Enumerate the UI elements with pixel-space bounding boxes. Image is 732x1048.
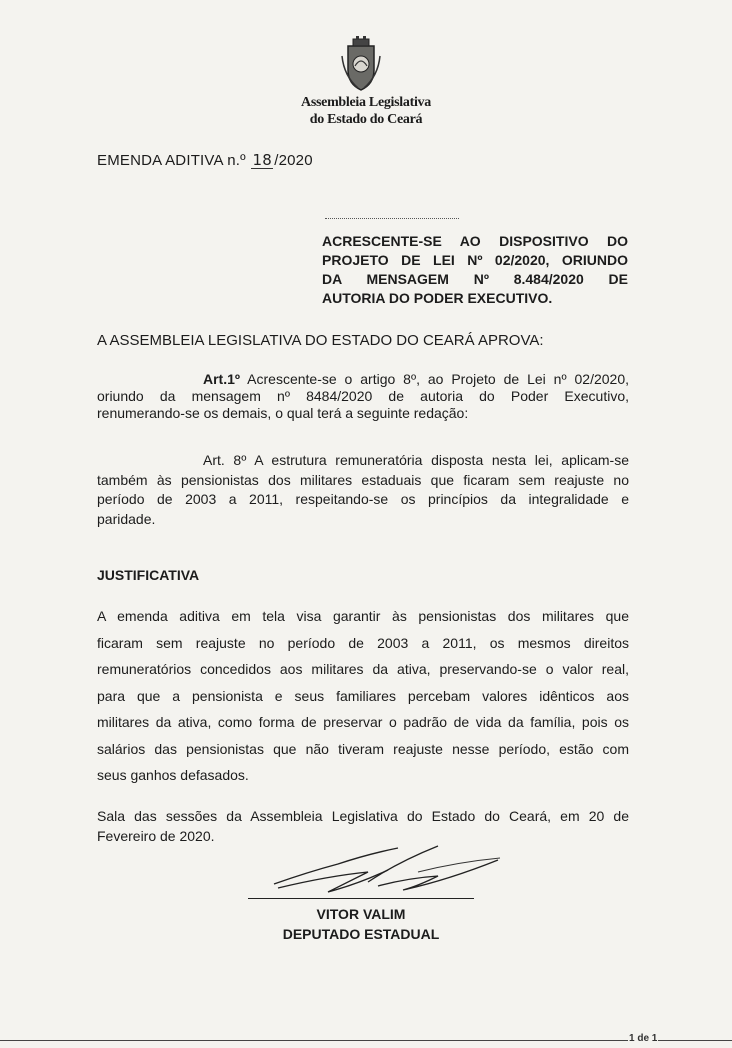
- signature-line: [248, 898, 474, 899]
- handwritten-signature: [268, 842, 508, 902]
- justification-line: militares da ativa, como forma de preservar o padrão de vida da família, pois os: [97, 714, 629, 730]
- article-1-label: Art.1º: [203, 371, 241, 387]
- article-1-text: renumerando-se os demais, o qual terá a seguinte redação:: [97, 405, 469, 421]
- session-date-statement: [97, 807, 629, 846]
- article-8-line: paridade.: [97, 510, 156, 527]
- justification-line: remuneratórios concedidos aos militares da ativa, preservando-se o valor real,: [97, 661, 629, 677]
- page-number: 1 de 1: [629, 1033, 658, 1044]
- dotted-divider: [325, 218, 459, 219]
- signatory-name: VITOR VALIM: [316, 906, 406, 922]
- article-1-text: oriundo da mensagem nº 8484/2020 de autoria do Poder Executivo,: [97, 388, 629, 404]
- article-8-line: período de 2003 a 2011, respeitando-se os princípios da integralidade e: [97, 491, 629, 507]
- amendment-prefix: EMENDA ADITIVA n.º: [97, 152, 246, 169]
- article-1-text: Acrescente-se o artigo 8º, ao Projeto de Lei nº 02/2020,: [247, 371, 629, 387]
- summary-line: DA MENSAGEM Nº 8.484/2020 DE: [322, 271, 628, 287]
- justification-line: salários das pensionistas que não tiveram reajuste nesse período, estão com: [97, 740, 629, 757]
- state-coat-of-arms-icon: [338, 36, 384, 92]
- organization-name-line2: do Estado do Ceará: [309, 112, 423, 127]
- amendment-handwritten-number: 18: [252, 151, 272, 169]
- session-line: Sala das sessões da Assembleia Legislativa do Estado do Ceará, em 20 de: [97, 808, 629, 824]
- summary-line: PROJETO DE LEI Nº 02/2020, ORIUNDO: [322, 252, 628, 268]
- approval-statement: A ASSEMBLEIA LEGISLATIVA DO ESTADO DO CEARÁ APROVA:: [97, 332, 544, 349]
- article-1: [97, 371, 629, 422]
- amendment-year: /2020: [274, 152, 313, 169]
- justification-line: ficaram sem reajuste no período de 2003 a 2011, os mesmos direitos: [97, 634, 629, 651]
- footer-rule: [0, 1040, 732, 1041]
- justification-title: JUSTIFICATIVA: [97, 567, 200, 583]
- justification-text: [97, 603, 629, 789]
- summary-line: ACRESCENTE-SE AO DISPOSITIVO DO: [322, 233, 628, 249]
- article-8-line: Art. 8º A estrutura remuneratória disposta nesta lei, aplicam-se: [203, 452, 629, 468]
- session-line: Fevereiro de 2020.: [97, 827, 215, 844]
- organization-name: [0, 94, 732, 128]
- article-8-line: também às pensionistas dos militares estaduais que ficaram sem reajuste no: [97, 471, 629, 488]
- signatory-role: DEPUTADO ESTADUAL: [282, 926, 440, 942]
- article-8-text: [97, 451, 629, 529]
- summary-line: AUTORIA DO PODER EXECUTIVO.: [322, 290, 553, 306]
- amendment-summary: [322, 232, 628, 308]
- justification-line: A emenda aditiva em tela visa garantir às pensionistas dos militares que: [97, 608, 629, 624]
- justification-line: seus ganhos defasados.: [97, 767, 249, 783]
- justification-line: para que a pensionista e seus familiares percebam valores idênticos aos: [97, 687, 629, 704]
- signatory: [248, 904, 474, 944]
- amendment-number: [97, 152, 313, 169]
- organization-name-line1: Assembleia Legislativa: [301, 95, 431, 110]
